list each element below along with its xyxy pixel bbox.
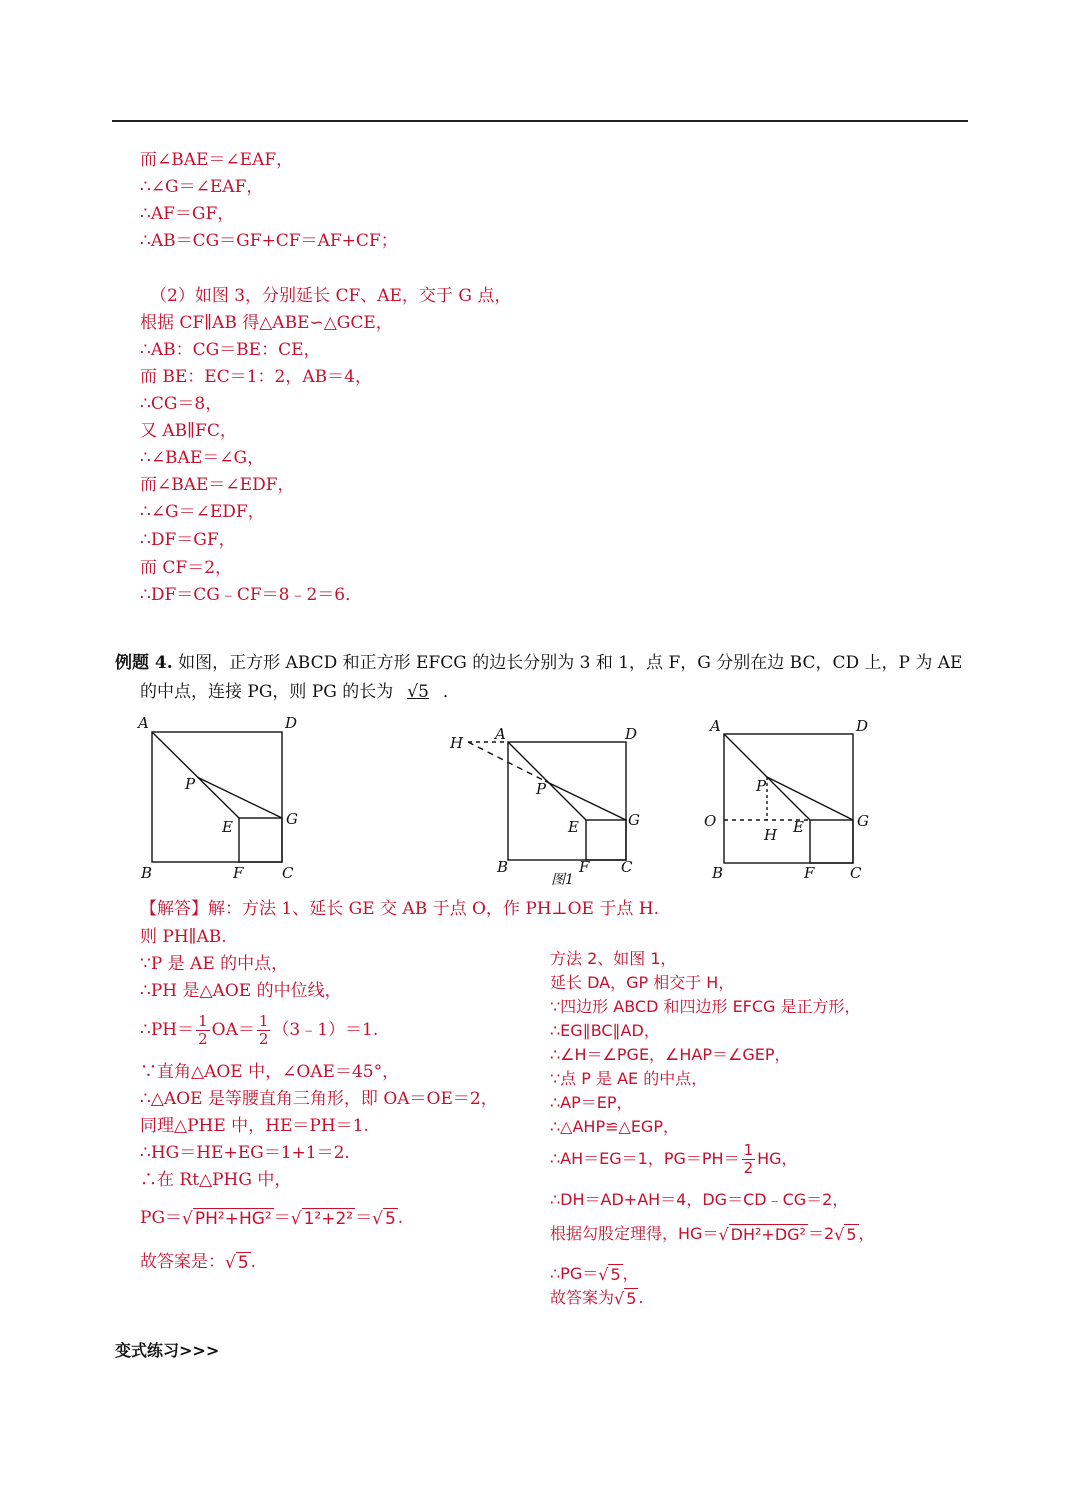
solution-line: ∴AP＝EP， bbox=[550, 1093, 633, 1112]
formula-text: ∴AH＝EG＝1，PG＝PH＝ bbox=[550, 1149, 740, 1168]
label-G: G bbox=[628, 811, 640, 829]
text-line: ∴DF＝GF， bbox=[140, 530, 236, 550]
solution-line-sqrt bbox=[550, 1262, 639, 1287]
solution-line: ∵四边形 ABCD 和四边形 EFCG 是正方形， bbox=[550, 997, 861, 1016]
label-O: O bbox=[704, 812, 717, 830]
figure-caption: 图1 bbox=[551, 872, 574, 888]
solution-line: ∵直角△AOE 中，∠OAE＝45°， bbox=[140, 1062, 400, 1082]
text-line: 而 CF＝2， bbox=[140, 558, 233, 578]
formula-text: 故答案是： bbox=[140, 1252, 225, 1272]
text-line: 而∠BAE＝∠EAF， bbox=[140, 150, 294, 170]
label-F: F bbox=[233, 864, 244, 882]
label-P: P bbox=[185, 775, 196, 793]
solution-line: ∴△AOE 是等腰直角三角形，即 OA＝OE＝2， bbox=[140, 1089, 498, 1109]
label-A: A bbox=[495, 725, 506, 743]
sqrt: √ 1²+2² bbox=[290, 1208, 354, 1229]
formula-text: ＝ bbox=[355, 1208, 373, 1228]
sqrt: √ 5 bbox=[834, 1224, 857, 1244]
text-line: 又 AB∥FC， bbox=[140, 421, 237, 441]
label-B: B bbox=[712, 864, 724, 882]
formula-text: OA＝ bbox=[211, 1020, 255, 1040]
example-label: 例题 4. bbox=[115, 653, 173, 673]
label-B: B bbox=[141, 864, 153, 882]
formula-text: ＝ bbox=[273, 1208, 291, 1228]
label-E: E bbox=[222, 818, 233, 836]
label-E: E bbox=[793, 818, 804, 836]
text-line: ∴∠G＝∠EAF， bbox=[140, 177, 264, 197]
formula-text: （3﹣1）＝1. bbox=[272, 1020, 379, 1040]
solution-line: ∴∠H＝∠PGE，∠HAP＝∠GEP， bbox=[550, 1045, 791, 1064]
text-line: （2）如图 3，分别延长 CF、AE，交于 G 点， bbox=[150, 286, 512, 306]
solution-line-sqrt bbox=[550, 1222, 875, 1247]
fraction: $\frac{1}{2}$ bbox=[743, 1141, 754, 1177]
solution-line: ∴DH＝AD+AH＝4，DG＝CD﹣CG＝2， bbox=[550, 1190, 849, 1209]
sqrt: √ 5 bbox=[614, 1288, 637, 1308]
header-rule bbox=[112, 120, 968, 122]
label-E: E bbox=[568, 818, 579, 836]
sqrt: √ 5 bbox=[225, 1252, 249, 1273]
example-text-end: ． bbox=[442, 682, 460, 702]
solution-line: ∴EG∥BC∥AD， bbox=[550, 1021, 660, 1040]
example-question-line2 bbox=[140, 680, 460, 704]
formula-text: PG＝ bbox=[140, 1208, 183, 1228]
solution-line: ∴△AHP≌△EGP， bbox=[550, 1117, 679, 1136]
label-D: D bbox=[625, 725, 638, 743]
solution-line-sqrt bbox=[140, 1206, 403, 1231]
formula-text: . bbox=[250, 1252, 257, 1272]
fraction: $\frac{1}{2}$ bbox=[258, 1012, 269, 1048]
fraction: $\frac{1}{2}$ bbox=[198, 1012, 208, 1048]
text-line: ∴AF＝GF， bbox=[140, 204, 235, 224]
example-question bbox=[115, 651, 962, 675]
formula-text: ， bbox=[858, 1224, 875, 1243]
text-line: ∴∠BAE＝∠G， bbox=[140, 448, 265, 468]
label-H: H bbox=[764, 826, 778, 844]
solution-line-fraction bbox=[140, 1012, 378, 1048]
figure-3 bbox=[700, 714, 880, 884]
solution-answer bbox=[140, 1250, 256, 1275]
solution-line: 方法 2、如图 1， bbox=[550, 949, 677, 968]
label-C: C bbox=[850, 864, 862, 882]
formula-text: . bbox=[397, 1208, 404, 1228]
solution-line: 延长 DA，GP 相交于 H， bbox=[550, 973, 735, 992]
formula-text: HG， bbox=[757, 1149, 798, 1168]
label-F: F bbox=[804, 864, 815, 882]
sqrt: √ 5 bbox=[372, 1208, 396, 1229]
sqrt: √ DH²+DG² bbox=[718, 1224, 806, 1244]
label-D: D bbox=[856, 717, 869, 735]
solution-line-fraction bbox=[550, 1142, 798, 1177]
label-F: F bbox=[579, 858, 590, 876]
solution-line: 【解答】解：方法 1、延长 GE 交 AB 于点 O，作 PH⊥OE 于点 H. bbox=[140, 899, 659, 919]
label-C: C bbox=[621, 858, 633, 876]
example-text-1: 如图，正方形 ABCD 和正方形 EFCG 的边长分别为 3 和 1，点 F，G 分别在边 BC，CD 上，P 为 AE bbox=[178, 653, 963, 673]
text-line: ∴∠G＝∠EDF， bbox=[140, 502, 265, 522]
text-line: ∴AB＝CG＝GF+CF＝AF+CF； bbox=[140, 231, 398, 251]
label-A: A bbox=[138, 714, 149, 732]
formula-text: ， bbox=[622, 1264, 639, 1283]
text-line: ∴CG＝8， bbox=[140, 394, 223, 414]
solution-line: 同理△PHE 中，HE＝PH＝1. bbox=[140, 1116, 369, 1136]
solution-line: 则 PH∥AB. bbox=[140, 927, 227, 947]
solution-line: ∵P 是 AE 的中点， bbox=[140, 954, 289, 974]
answer-blank: √5 bbox=[407, 682, 429, 702]
text-line: 而 BE：EC＝1：2，AB＝4， bbox=[140, 367, 372, 387]
label-C: C bbox=[282, 864, 294, 882]
formula-text: ∴PG＝ bbox=[550, 1264, 599, 1283]
text-line: ∴DF＝CG﹣CF＝8﹣2＝6． bbox=[140, 585, 363, 605]
label-H: H bbox=[450, 734, 464, 752]
label-D: D bbox=[285, 714, 298, 732]
figure-2 bbox=[445, 722, 645, 892]
label-G: G bbox=[857, 812, 869, 830]
text-line: ∴AB：CG＝BE：CE， bbox=[140, 340, 321, 360]
sqrt: √ PH²+HG² bbox=[182, 1208, 272, 1229]
formula-text: ∴PH＝ bbox=[140, 1020, 195, 1040]
label-B: B bbox=[497, 858, 509, 876]
solution-line: ∴在 Rt△PHG 中， bbox=[140, 1170, 292, 1190]
solution-answer bbox=[550, 1286, 644, 1311]
label-P: P bbox=[536, 780, 547, 798]
text-line: 而∠BAE＝∠EDF， bbox=[140, 475, 295, 495]
text-line: 根据 CF∥AB 得△ABE∽△GCE， bbox=[140, 313, 393, 333]
formula-text: 根据勾股定理得，HG＝ bbox=[550, 1224, 719, 1243]
solution-line: ∴HG＝HE+EG＝1+1＝2. bbox=[140, 1143, 350, 1163]
formula-text: 故答案为 bbox=[550, 1288, 615, 1307]
solution-line: ∵点 P 是 AE 的中点， bbox=[550, 1069, 708, 1088]
figure-1 bbox=[135, 712, 310, 882]
label-P: P bbox=[756, 777, 767, 795]
label-G: G bbox=[286, 810, 298, 828]
example-text-2: 的中点，连接 PG，则 PG 的长为 bbox=[140, 682, 394, 702]
formula-text: ＝2 bbox=[807, 1224, 835, 1243]
section-title: 变式练习>>> bbox=[115, 1341, 220, 1360]
formula-text: . bbox=[638, 1288, 644, 1307]
label-A: A bbox=[710, 717, 721, 735]
solution-line: ∴PH 是△AOE 的中位线， bbox=[140, 981, 342, 1001]
sqrt: √ 5 bbox=[598, 1264, 621, 1284]
